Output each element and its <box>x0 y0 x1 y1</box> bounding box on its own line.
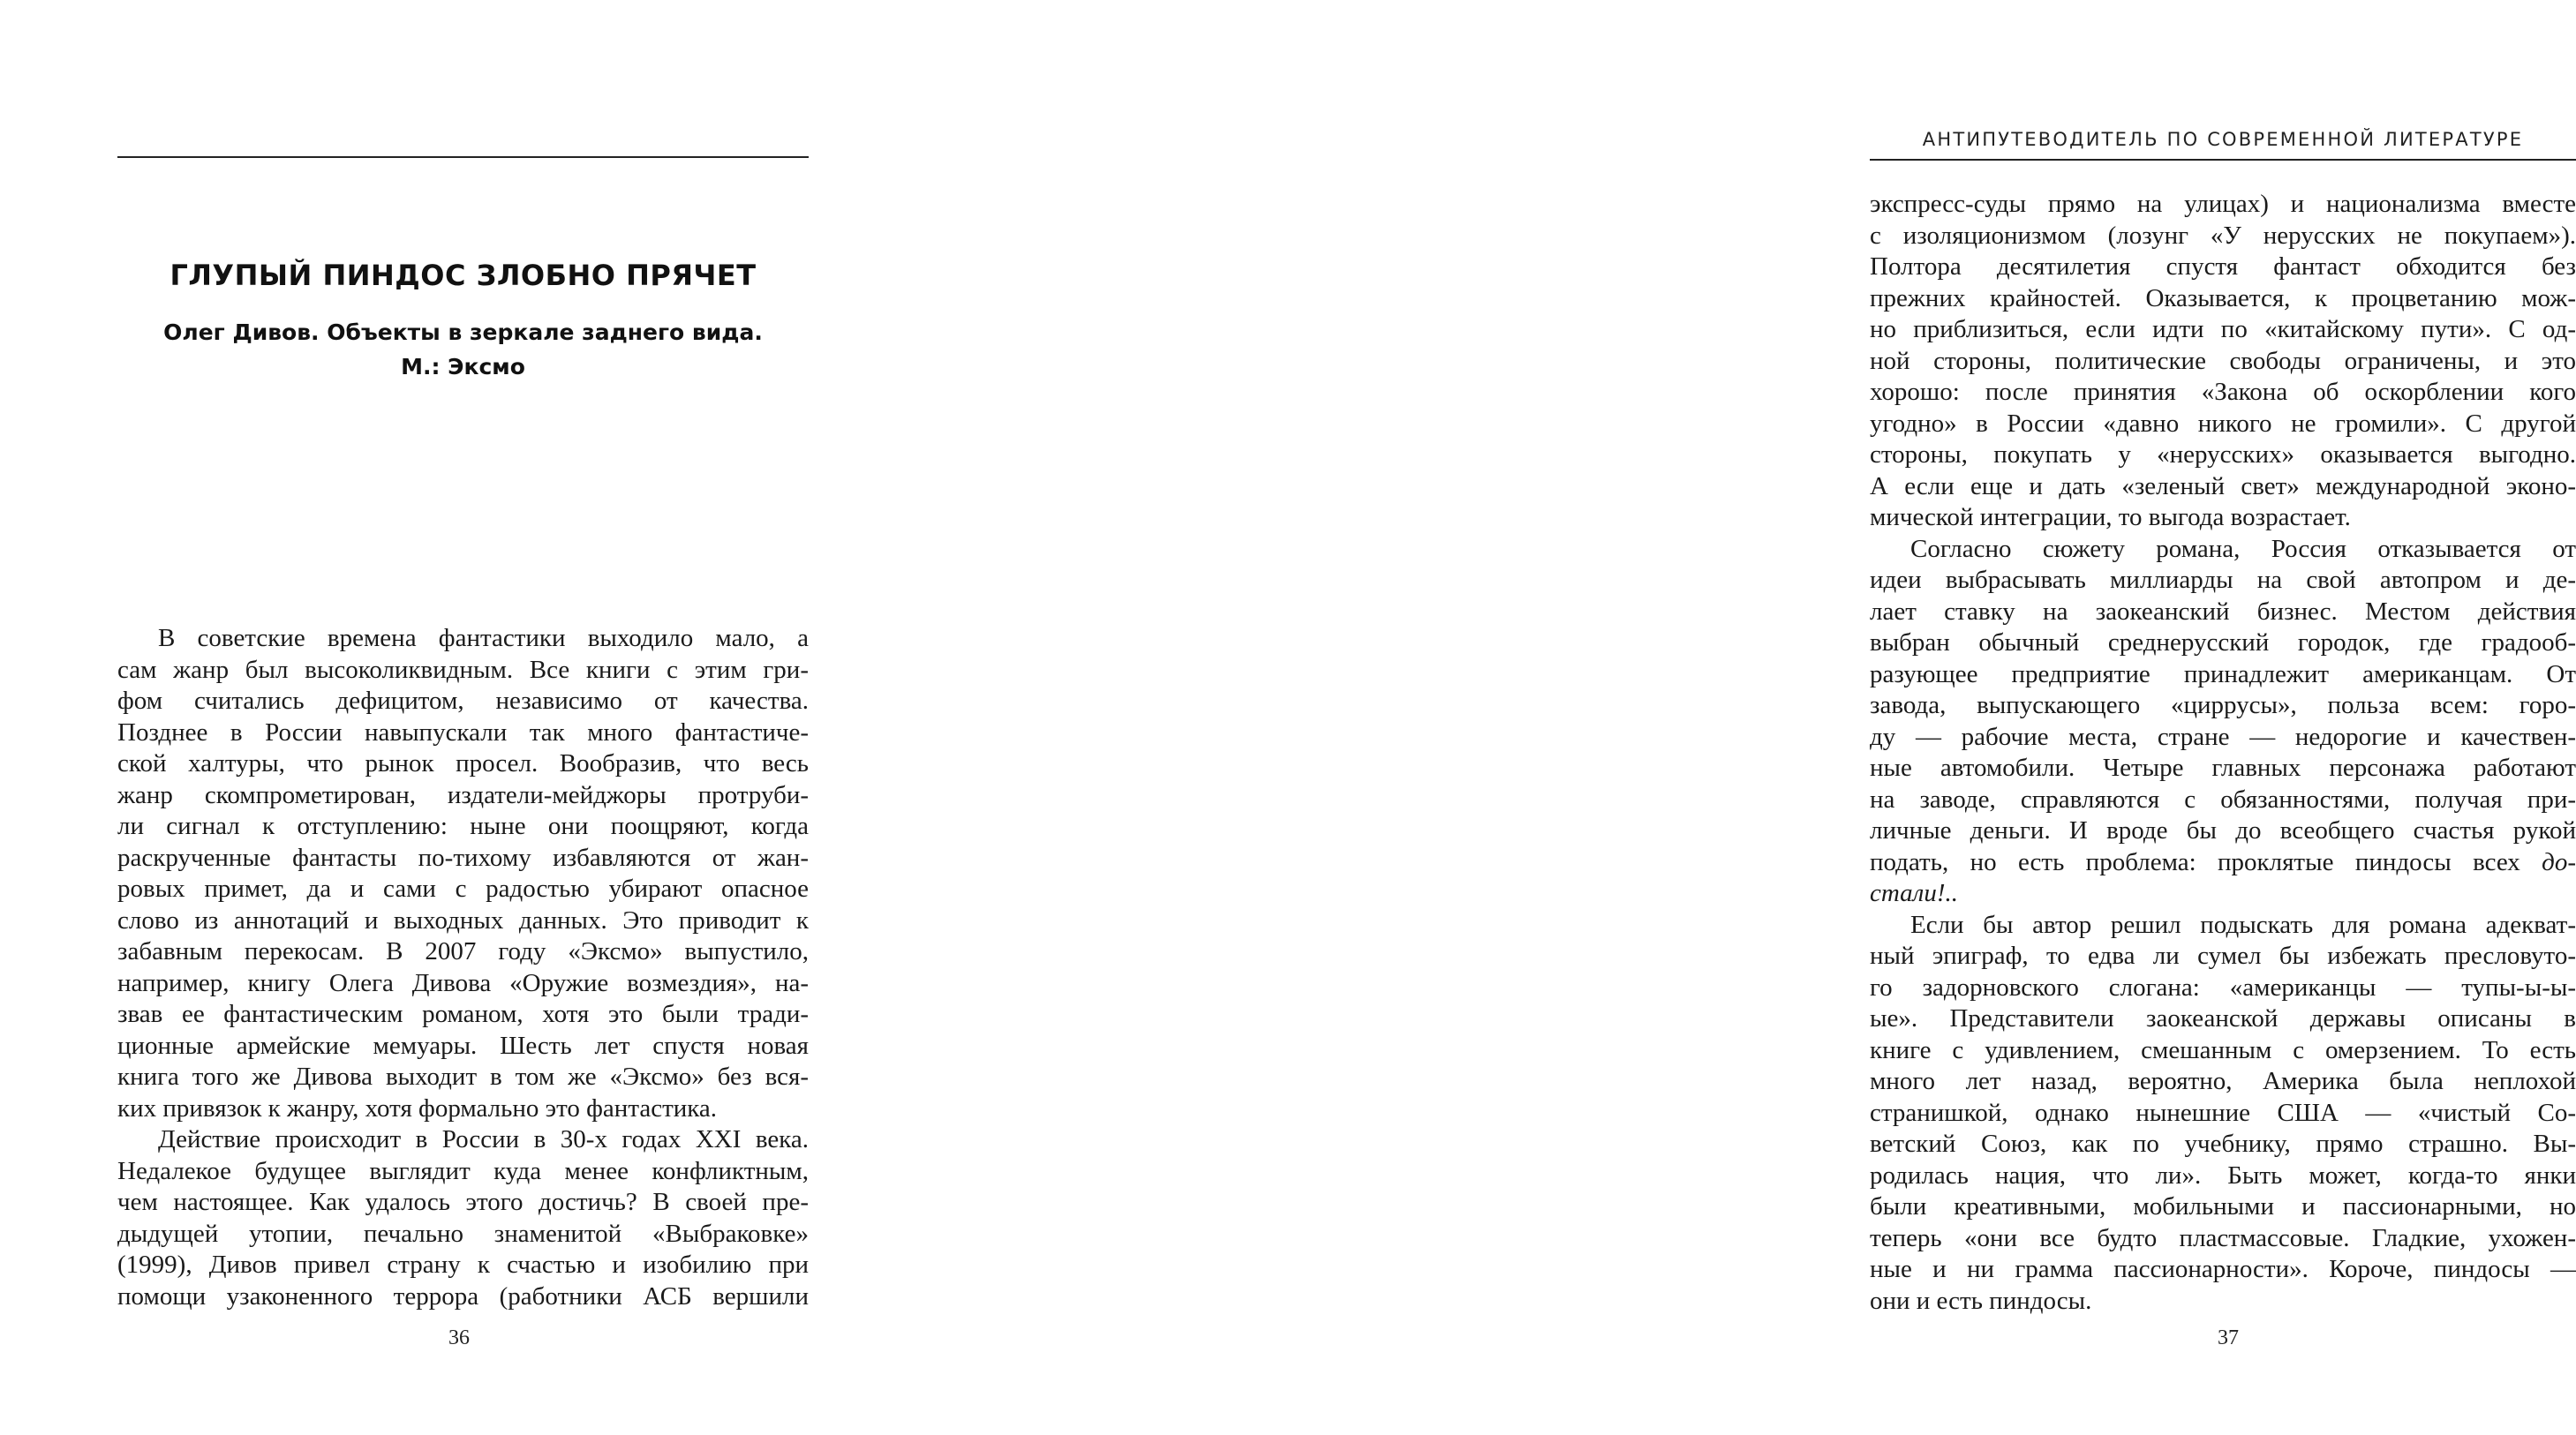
text-line: ду — рабочие места, стране — недорогие и качествен- <box>1870 722 2576 751</box>
text-line: идеи выбрасывать миллиарды на свой автопром и де- <box>1870 566 2576 594</box>
text-line: ные и ни грамма пассионарности». Короче, пиндосы — <box>1870 1255 2576 1283</box>
text-line: личные деньги. И вроде бы до всеобщего счастья рукой <box>1870 816 2576 845</box>
text-line: (1999), Дивов привел страну к счастью и изобилию при <box>117 1251 809 1279</box>
text-line: дыдущей утопии, печально знаменитой «Выбраковке» <box>117 1219 809 1248</box>
text-line: теперь «они все будто пластмассовые. Гладкие, ухожен- <box>1870 1223 2576 1252</box>
text-line: на заводе, справляются с обязанностями, получая при- <box>1870 785 2576 814</box>
text-line: ли сигнал к отступлению: ныне они поощряют, когда <box>117 812 809 840</box>
text-line: Полтора десятилетия спустя фантаст обходится без <box>1870 252 2576 281</box>
text-line: ветский Союз, как по учебнику, прямо страшно. Вы- <box>1870 1130 2576 1158</box>
text-line: но приблизиться, если идти по «китайскому пути». С од- <box>1870 315 2576 343</box>
italic-fragment: до- <box>2542 847 2576 876</box>
text-line: много лет назад, вероятно, Америка была неплохой <box>1870 1067 2576 1095</box>
text-line: сам жанр был высоколиквидным. Все книги с этим гри- <box>117 655 809 684</box>
text-line: завода, выпускающего «циррусы», польза всем: горо- <box>1870 691 2576 719</box>
running-header: АНТИПУТЕВОДИТЕЛЬ ПО СОВРЕМЕННОЙ ЛИТЕРАТУРЕ <box>1922 129 2524 150</box>
text-line: ной стороны, политические свободы ограничены, и это <box>1870 346 2576 375</box>
chapter-title: ГЛУПЫЙ ПИНДОС ЗЛОБНО ПРЯЧЕТ <box>169 259 757 292</box>
text-line: Действие происходит в России в 30-х годах XXI века. <box>158 1125 809 1153</box>
text-line: ные автомобили. Четыре главных персонажа работают <box>1870 754 2576 782</box>
body-text <box>1870 189 2576 1317</box>
text-line: например, книгу Олега Дивова «Оружие возмездия», на- <box>117 968 809 997</box>
text-line: стороны, покупать у «нерусских» оказывается выгодно. <box>1870 440 2576 469</box>
text-line: ые». Представители заокеанской державы описаны в <box>1870 1004 2576 1033</box>
body-text <box>117 623 809 1312</box>
text-line: Если бы автор решил подыскать для романа адекват- <box>1910 910 2576 939</box>
text-line: экспресс-суды прямо на улицах) и национализма вместе <box>1870 190 2576 218</box>
text-line: жанр скомпрометирован, издатели-мейджоры протруби- <box>117 780 809 809</box>
text-line: Позднее в России навыпускали так много фантастиче- <box>117 718 809 747</box>
text-line: выбран обычный среднерусский городок, где градооб- <box>1870 628 2576 657</box>
text-line: хорошо: после принятия «Закона об оскорблении кого <box>1870 378 2576 406</box>
top-rule <box>117 156 809 158</box>
text-line: А если еще и дать «зеленый свет» международной эконо- <box>1870 471 2576 500</box>
text-line: они и есть пиндосы. <box>1870 1286 2092 1315</box>
text-line: Согласно сюжету романа, Россия отказывается от <box>1910 534 2576 563</box>
text-line: ровых примет, да и сами с радостью убирают опасное <box>117 875 809 903</box>
italic-fragment: стали!.. <box>1870 879 1958 907</box>
text-line: родилась нация, что ли». Быть может, когда-то янки <box>1870 1161 2576 1190</box>
text-line: ный эпиграф, то едва ли сумел бы избежать пресловуто- <box>1870 942 2576 970</box>
text-fragment: подать, но есть проблема: проклятые пиндосы всех <box>1870 847 2520 876</box>
text-line: слово из аннотаций и выходных данных. Это приводит к <box>117 905 809 935</box>
text-line: го задорновского слогана: «американцы — тупы-ы-ы- <box>1870 973 2576 1002</box>
text-line: с изоляционизмом (лозунг «У нерусских не покупаем»). <box>1870 221 2576 250</box>
text-line: звав ее фантастическим романом, хотя это были тради- <box>117 1000 809 1028</box>
text-line: помощи узаконенного террора (работники АСБ вершили <box>117 1281 809 1311</box>
text-line: странишкой, однако нынешние США — «чистый Со- <box>1870 1098 2576 1127</box>
text-line: ционные армейские мемуары. Шесть лет спустя новая <box>117 1031 809 1060</box>
page-number: 36 <box>448 1326 470 1349</box>
text-line: фом считались дефицитом, независимо от качества. <box>117 687 809 715</box>
book-info-publisher: М.: Эксмо <box>401 354 525 379</box>
text-line: раскрученные фантасты по-тихому избавляются от жан- <box>117 843 809 872</box>
text-line <box>1870 878 2576 910</box>
book-info <box>117 315 809 384</box>
text-line: разующее предприятие принадлежит американцам. От <box>1870 659 2576 688</box>
book-info-author-title: Олег Дивов. Объекты в зеркале заднего вида. <box>163 319 763 345</box>
page-number: 37 <box>2218 1326 2239 1349</box>
text-line: ской халтуры, что рынок просел. Вообразив, что весь <box>117 749 809 778</box>
text-line: книга того же Дивова выходит в том же «Эксмо» без вся- <box>117 1063 809 1091</box>
text-line: чем настоящее. Как удалось этого достичь? В своей пре- <box>117 1188 809 1216</box>
text-line: книге с удивлением, смешанным с омерзением. То есть <box>1870 1035 2576 1064</box>
text-line: ких привязок к жанру, хотя формально это фантастика. <box>117 1093 718 1123</box>
text-line: лает ставку на заокеанский бизнес. Местом действия <box>1870 597 2576 626</box>
text-line: были креативными, мобильными и пассионарными, но <box>1870 1192 2576 1221</box>
text-line: угодно» в России «давно никого не громили». С другой <box>1870 409 2576 438</box>
top-rule <box>1870 159 2576 161</box>
text-line: прежних крайностей. Оказывается, к процветанию мож- <box>1870 283 2576 312</box>
right-page <box>883 0 2576 1435</box>
text-line: Недалекое будущее выглядит куда менее конфликтным, <box>117 1156 809 1185</box>
text-line: мической интеграции, то выгода возрастает. <box>1870 503 2351 531</box>
text-line: В советские времена фантастики выходило мало, а <box>158 624 809 652</box>
text-line <box>1870 847 2576 879</box>
left-page <box>0 0 883 1435</box>
text-line: забавным перекосам. В 2007 году «Эксмо» выпустило, <box>117 937 809 965</box>
